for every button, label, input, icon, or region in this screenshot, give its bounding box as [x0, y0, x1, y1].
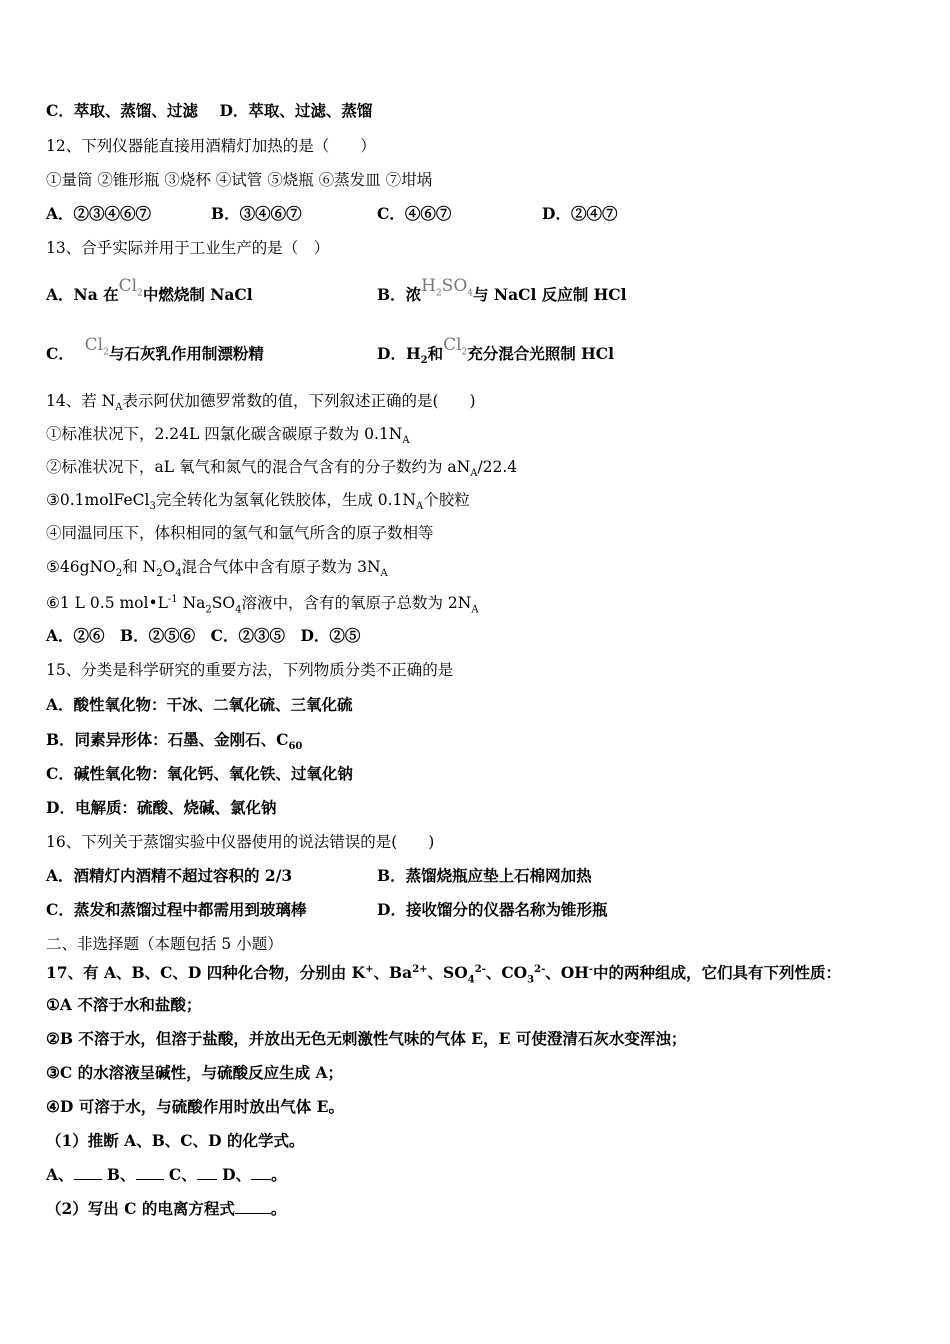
q15-option-c: C．碱性氧化物：氧化钙、氧化铁、过氧化钠 — [46, 764, 353, 783]
section-heading: 二、非选择题（本题包括 5 小题） — [46, 935, 283, 953]
q14-statement-5: ⑤46gNO$_2$和 $N_2O_4$混合气体中含有原子数为 $3N_A$ — [46, 558, 388, 580]
q12-option-d: D．②④⑦ — [542, 204, 618, 223]
q13-stem: 13、合乎实际并用于工业生产的是（ ） — [46, 239, 330, 257]
q14-statement-6: ⑥1 L 0.5 $mol•L^{-1}$ $Na_2SO_4$溶液中，含有的氧原子总数为 $2N_A$ — [46, 594, 479, 616]
q14-stem: 14、若 $N_A$表示阿伏加德罗常数的值，下列叙述正确的是( ) — [46, 392, 476, 414]
q17-answer-line: A、 B、 C、 D、 。 — [46, 1165, 287, 1184]
q17-stem: 17、有 A、B、C、D 四种化合物，分别由 K+、$Ba^{2+}$、$SO_4^{2-}$、$CO_3^{2-}$、OH-中的两种组成，它们具有下列性质： — [46, 963, 842, 986]
answer-blank-b[interactable] — [136, 1165, 164, 1180]
q17-subquestion-1: （1）推断 A、B、C、D 的化学式。 — [46, 1131, 305, 1150]
q16-option-b: B．蒸馏烧瓶应垫上石棉网加热 — [377, 866, 592, 885]
q15-stem: 15、分类是科学研究的重要方法，下列物质分类不正确的是 — [46, 661, 454, 679]
q17-subquestion-2: （2）写出 C 的电离方程式 。 — [46, 1199, 287, 1218]
q17-property-3: ③C 的水溶液呈碱性，与硫酸反应生成 A； — [46, 1063, 344, 1082]
q16-option-c: C．蒸发和蒸馏过程中都需用到玻璃棒 — [46, 900, 307, 919]
q14-statement-1: ①标准状况下，2.24L 四氯化碳含碳原子数为 $0.1N_A$ — [46, 425, 410, 447]
q17-property-1: ①A 不溶于水和盐酸； — [46, 995, 202, 1014]
q12-list: ①量筒 ②锥形瓶 ③烧杯 ④试管 ⑤烧瓶 ⑥蒸发皿 ⑦坩埚 — [46, 171, 433, 189]
q12-option-a: A．②③④⑥⑦ — [46, 204, 152, 223]
q13-option-b: B．浓$H_2SO_4$与 NaCl 反应制 HCl — [377, 276, 627, 304]
q14-statement-3: ③0.1molFeCl$_3$完全转化为氢氧化铁胶体，生成 $0.1N_A$个胶粒 — [46, 491, 470, 513]
q15-option-d: D．电解质：硫酸、烧碱、氯化钠 — [46, 798, 277, 817]
q13-option-c: C． $Cl_2$与石灰乳作用制漂粉精 — [46, 335, 264, 363]
q15-option-b: B．同素异形体：石墨、金刚石、$C_{60}$ — [46, 730, 303, 753]
q11-option-c: C．萃取、蒸馏、过滤 — [46, 101, 198, 120]
q13-option-a: A．Na 在$Cl_2$中燃烧制 NaCl — [46, 276, 253, 304]
cl2-formula: $Cl_2$ — [118, 276, 143, 299]
q16-option-a: A．酒精灯内酒精不超过容积的 2/3 — [46, 866, 293, 885]
q12-option-c: C．④⑥⑦ — [377, 204, 452, 223]
cl2-formula: $Cl_2$ — [84, 335, 109, 358]
q14-statement-4: ④同温同压下，体积相同的氢气和氩气所含的原子数相等 — [46, 524, 434, 542]
q17-property-2: ②B 不溶于水，但溶于盐酸，并放出无色无刺激性气味的气体 E，E 可使澄清石灰水变浑浊； — [46, 1029, 687, 1048]
answer-blank-d[interactable] — [251, 1165, 271, 1180]
q11-options — [46, 101, 372, 121]
answer-blank-a[interactable] — [74, 1165, 102, 1180]
q13-option-d: D．$H_2$和$Cl_2$充分混合光照制 HCl — [377, 335, 615, 367]
answer-blank-c[interactable] — [197, 1165, 217, 1180]
q17-property-4: ④D 可溶于水，与硫酸作用时放出气体 E。 — [46, 1097, 344, 1116]
h2so4-formula: $H_2SO_4$ — [421, 276, 473, 299]
q15-option-a: A．酸性氧化物：干冰、二氧化硫、三氧化硫 — [46, 695, 353, 714]
q12-stem: 12、下列仪器能直接用酒精灯加热的是（ ） — [46, 137, 376, 155]
answer-blank-equation[interactable] — [235, 1199, 271, 1214]
q14-statement-2: ②标准状况下，aL 氧气和氮气的混合气含有的分子数约为 $aN_A/22.4$ — [46, 458, 518, 480]
cl2-formula: $Cl_2$ — [443, 335, 468, 358]
q14-options: A．②⑥ B．②⑤⑥ C．②③⑤ D．②⑤ — [46, 626, 361, 645]
q16-stem: 16、下列关于蒸馏实验中仪器使用的说法错误的是( ) — [46, 833, 435, 851]
q16-option-d: D．接收馏分的仪器名称为锥形瓶 — [377, 900, 608, 919]
q11-option-d: D．萃取、过滤、蒸馏 — [219, 101, 373, 120]
q12-option-b: B．③④⑥⑦ — [211, 204, 302, 223]
